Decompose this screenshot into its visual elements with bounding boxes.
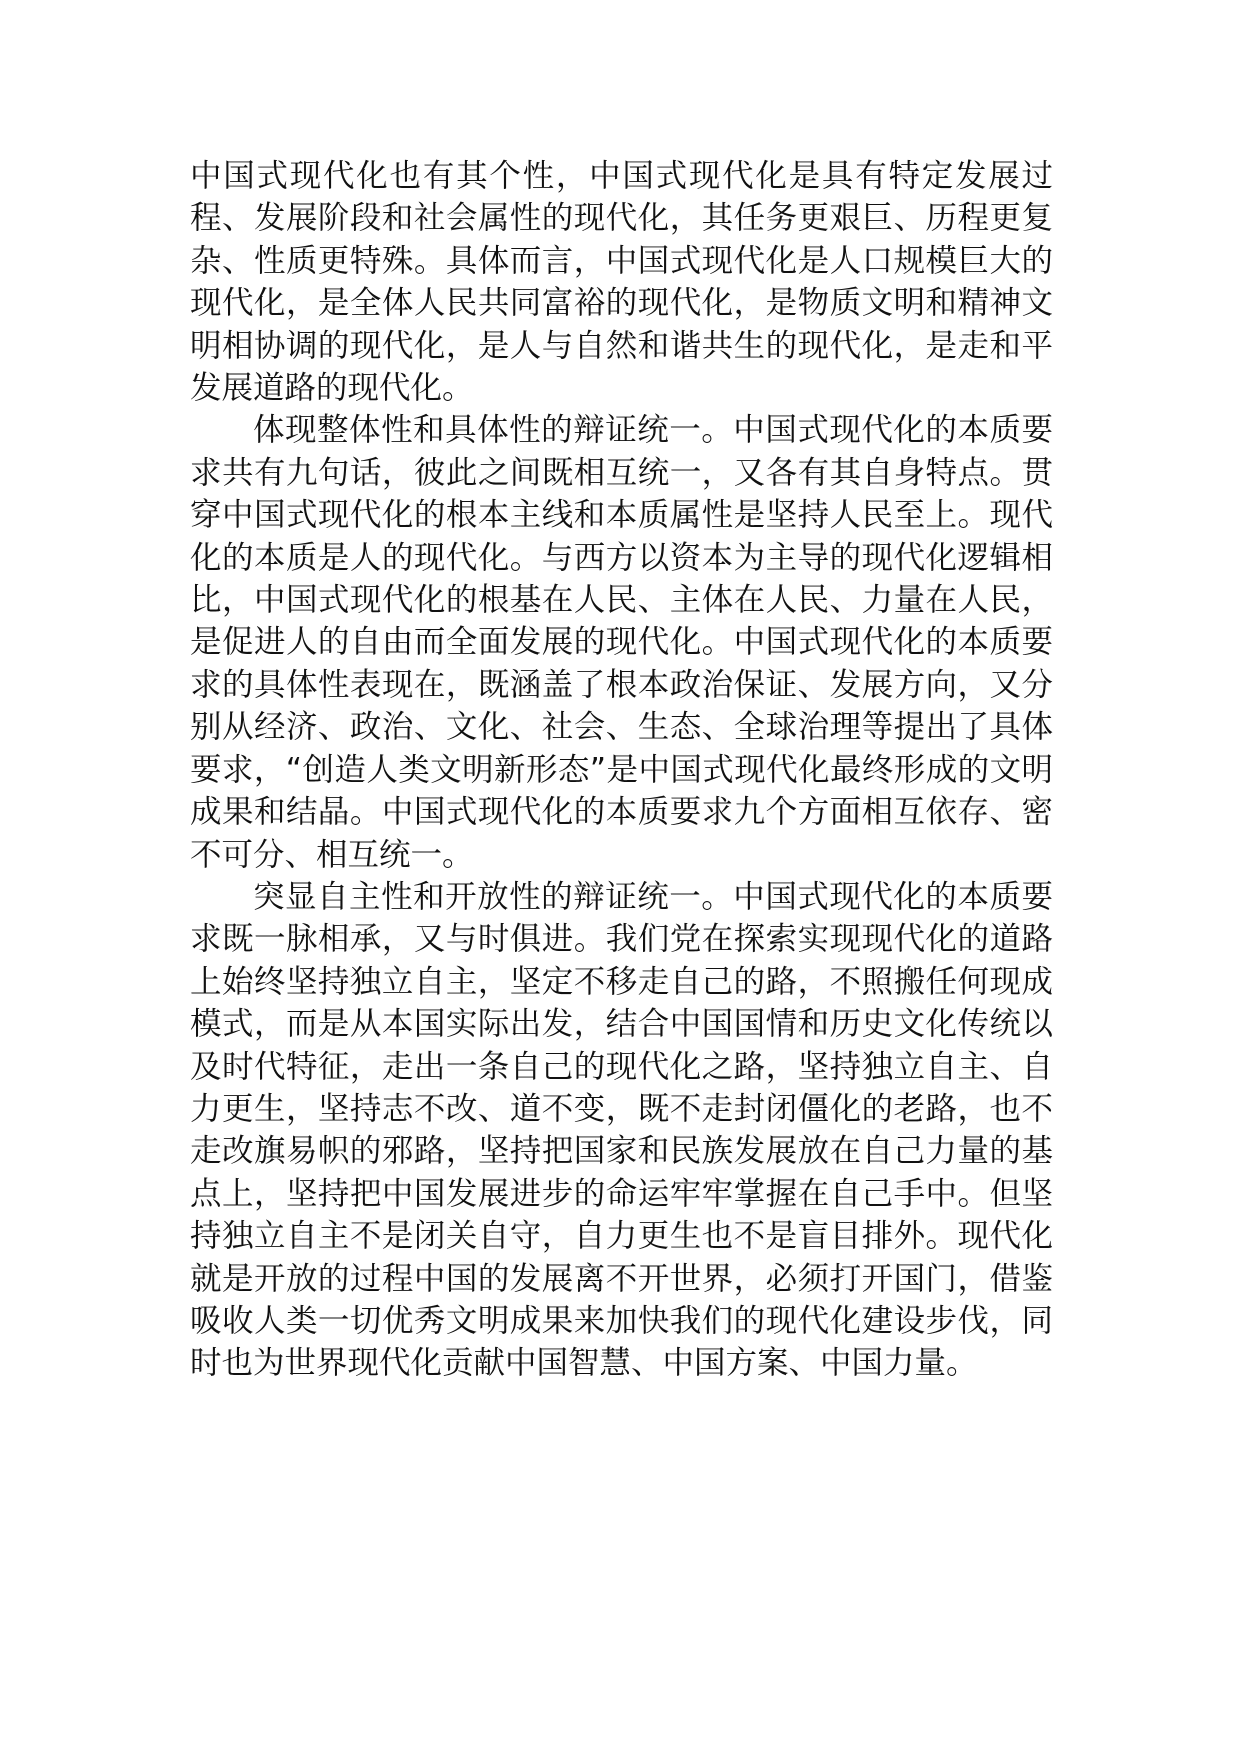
paragraph-3: 突显自主性和开放性的辩证统一。中国式现代化的本质要求既一脉相承，又与时俱进。我们党在探索实现现代化的道路上始终坚持独立自主，坚定不移走自己的路，不照搬任何现成模式，而是从本国实际出发，结合中国国情和历史文化传统以及时代特征，走出一条自己的现代化之路，坚持独立自主、自力更生，坚持志不改、道不变，既不走封闭僵化的老路，也不走改旗易帜的邪路，坚持把国家和民族发展放在自己力量的基点上，坚持把中国发展进步的命运牢牢掌握在自己手中。但坚持独立自主不是闭关自守，自力更生也不是盲目排外。现代化就是开放的过程中国的发展离不开世界，必须打开国门，借鉴吸收人类一切优秀文明成果来加快我们的现代化建设步伐，同时也为世界现代化贡献中国智慧、中国方案、中国力量。 [190, 878, 1053, 1382]
document-page [190, 155, 1053, 1385]
paragraph-1: 中国式现代化也有其个性，中国式现代化是具有特定发展过程、发展阶段和社会属性的现代化，其任务更艰巨、历程更复杂、性质更特殊。具体而言，中国式现代化是人口规模巨大的现代化，是全体人民共同富裕的现代化，是物质文明和精神文明相协调的现代化，是人与自然和谐共生的现代化，是走和平发展道路的现代化。 [190, 158, 1053, 407]
paragraph-2: 体现整体性和具体性的辩证统一。中国式现代化的本质要求共有九句话，彼此之间既相互统一，又各有其自身特点。贯穿中国式现代化的根本主线和本质属性是坚持人民至上。现代化的本质是人的现代化。与西方以资本为主导的现代化逻辑相比，中国式现代化的根基在人民、主体在人民、力量在人民，是促进人的自由而全面发展的现代化。中国式现代化的本质要求的具体性表现在，既涵盖了根本政治保证、发展方向，又分别从经济、政治、文化、社会、生态、全球治理等提出了具体要求，“创造人类文明新形态”是中国式现代化最终形成的文明成果和结晶。中国式现代化的本质要求九个方面相互依存、密不可分、相互统一。 [190, 412, 1053, 873]
